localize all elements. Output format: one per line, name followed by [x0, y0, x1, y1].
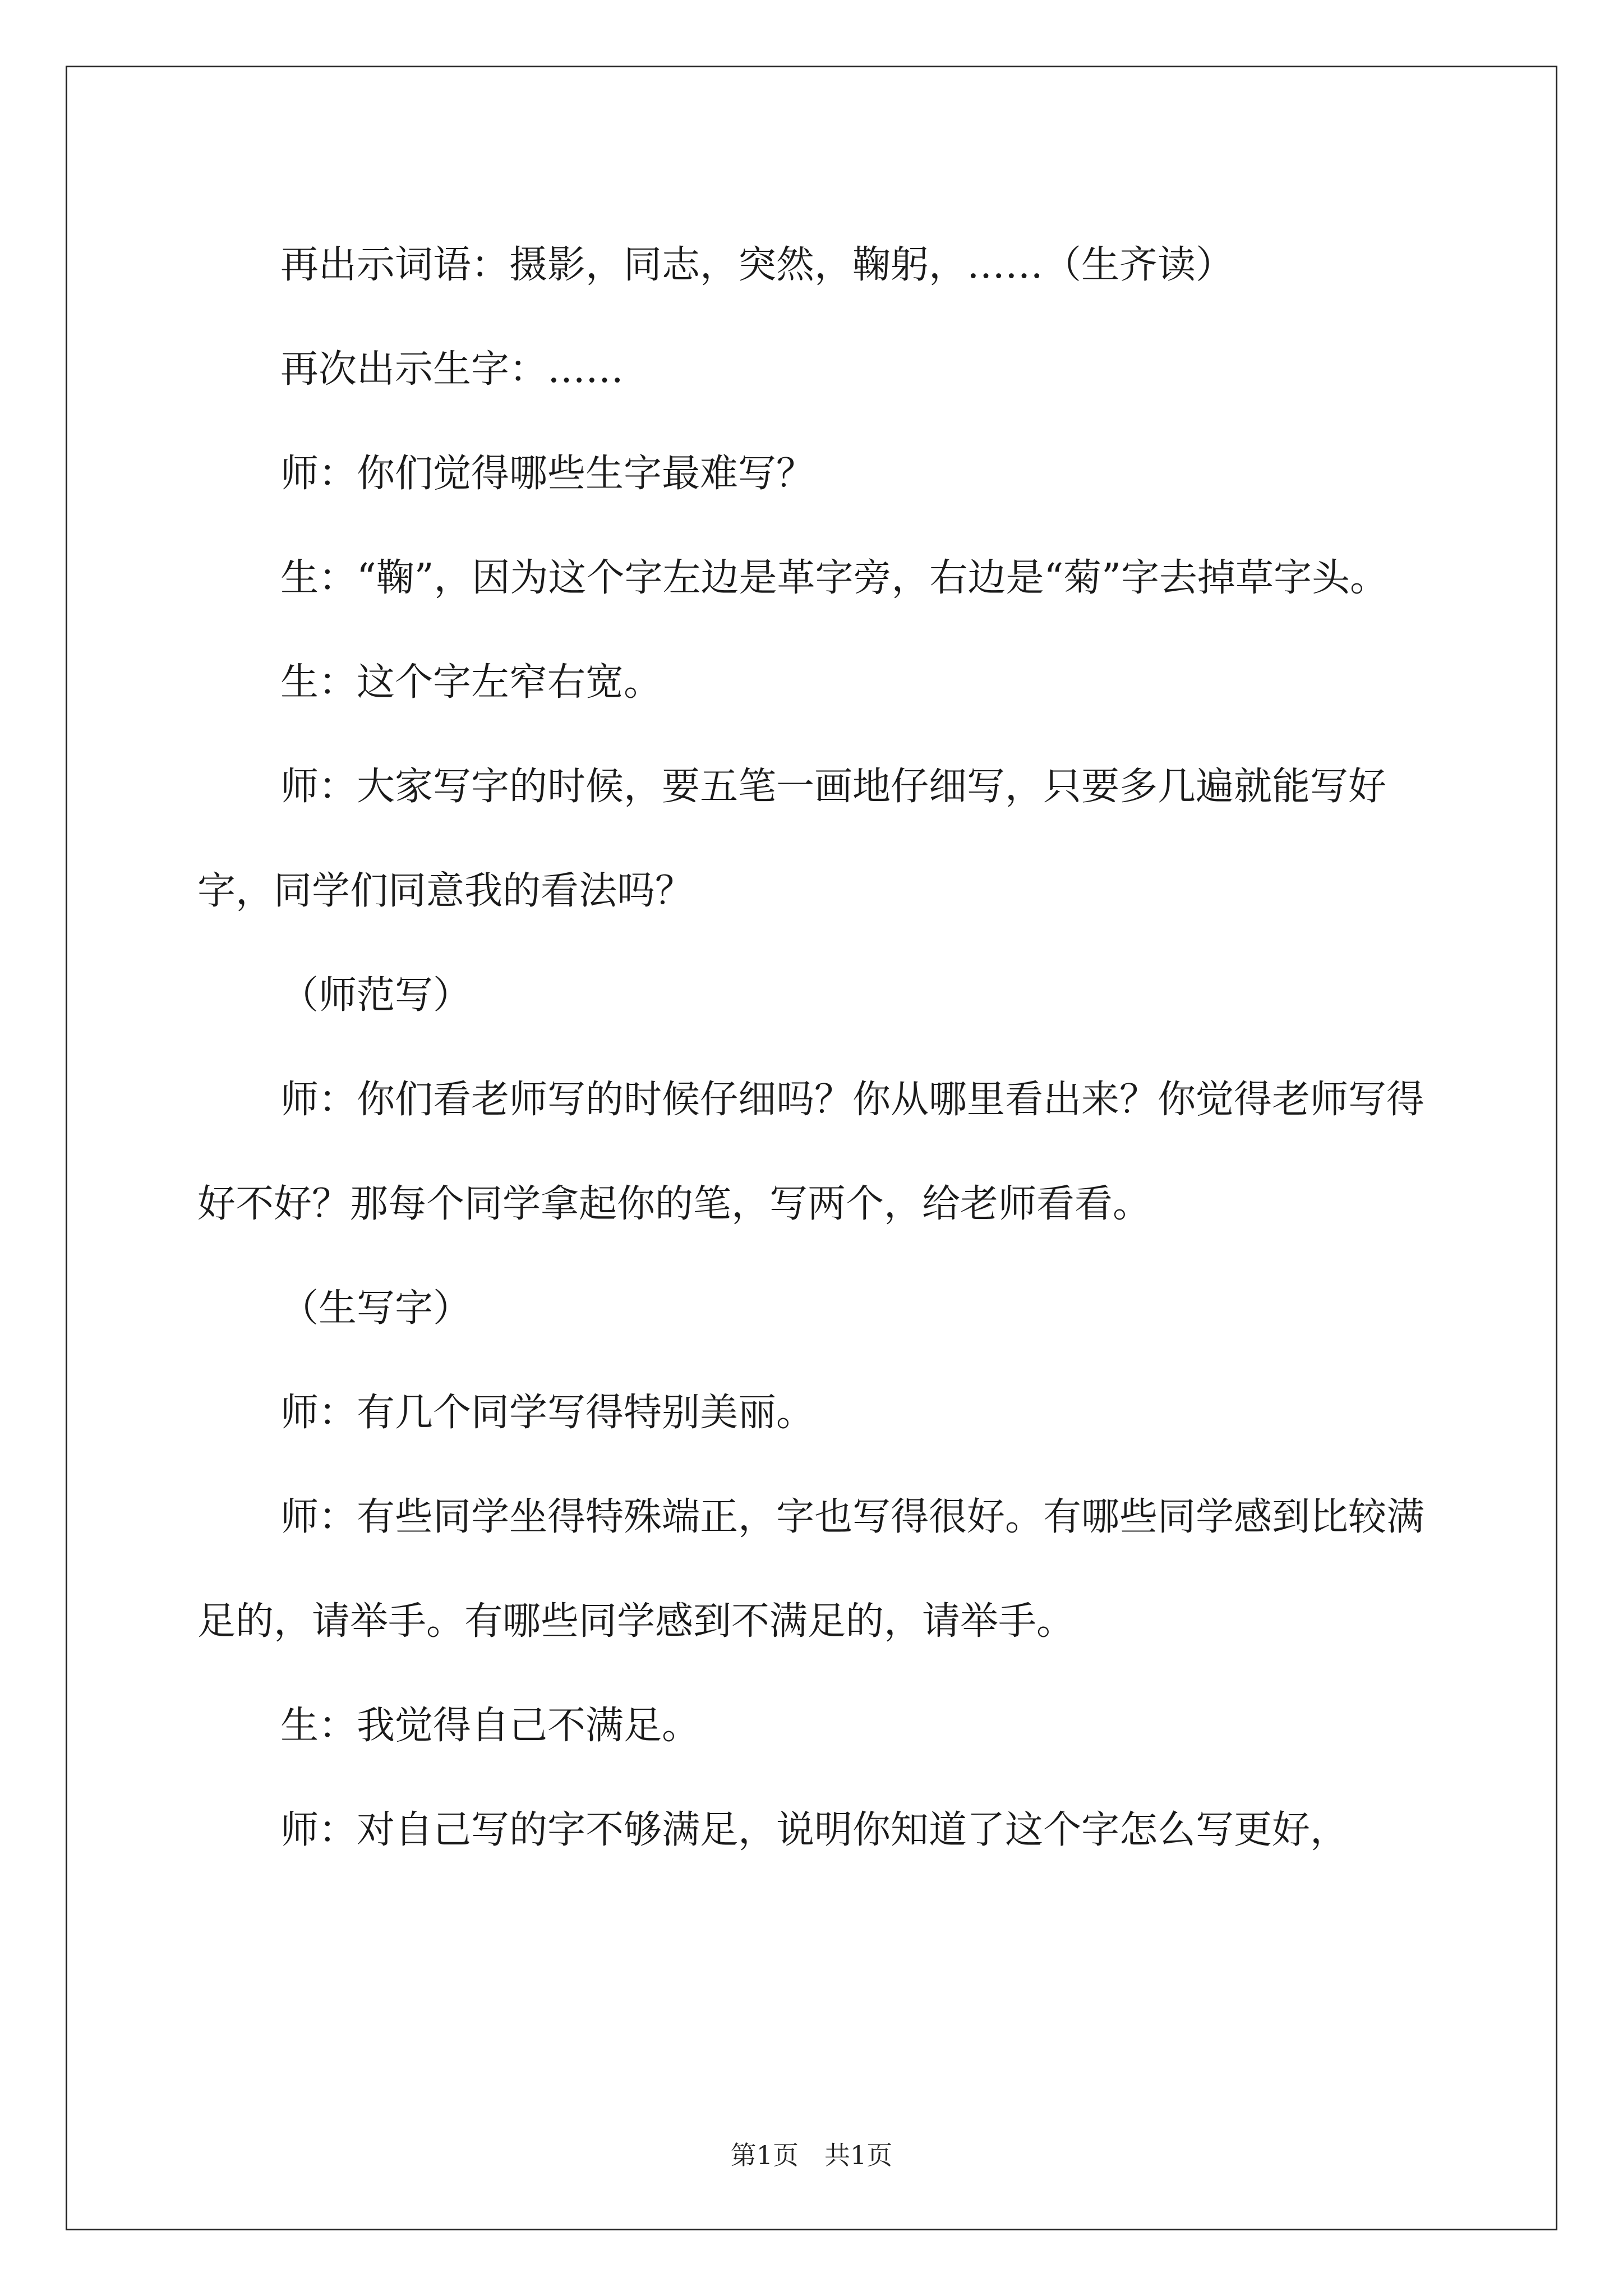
paragraph: 生：这个字左窄右宽。	[280, 660, 662, 705]
paragraph: 生：“鞠”，因为这个字左边是革字旁，右边是“菊”字去掉草字头。	[280, 556, 1389, 600]
paragraph: （师范写）	[280, 973, 472, 1018]
paragraph: 再次出示生字：……	[280, 347, 624, 392]
paragraph: 师：对自己写的字不够满足，说明你知道了这个字怎么写更好，	[280, 1808, 1349, 1852]
paragraph: 师：你们觉得哪些生字最难写？	[280, 452, 815, 496]
document-body	[197, 213, 1431, 1883]
paragraph: （生写字）	[280, 1286, 472, 1331]
paragraph: 生：我觉得自己不满足。	[280, 1704, 700, 1748]
paragraph: 师：有些同学坐得特殊端正，字也写得很好。有哪些同学感到比较满足的，请举手。有哪些同学感到不满足的，请举手。	[197, 1495, 1425, 1644]
paragraph: 师：你们看老师写的时候仔细吗？你从哪里看出来？你觉得老师写得好不好？那每个同学拿起你的笔，写两个，给老师看看。	[197, 1078, 1425, 1226]
paragraph: 再出示词语：摄影，同志，突然，鞠躬，……（生齐读）	[280, 243, 1234, 287]
paragraph: 师：有几个同学写得特别美丽。	[280, 1391, 815, 1435]
paragraph: 师：大家写字的时候，要五笔一画地仔细写，只要多几遍就能写好字，同学们同意我的看法吗？	[197, 765, 1387, 913]
page-number-footer: 第1页 共1页	[730, 2140, 893, 2170]
